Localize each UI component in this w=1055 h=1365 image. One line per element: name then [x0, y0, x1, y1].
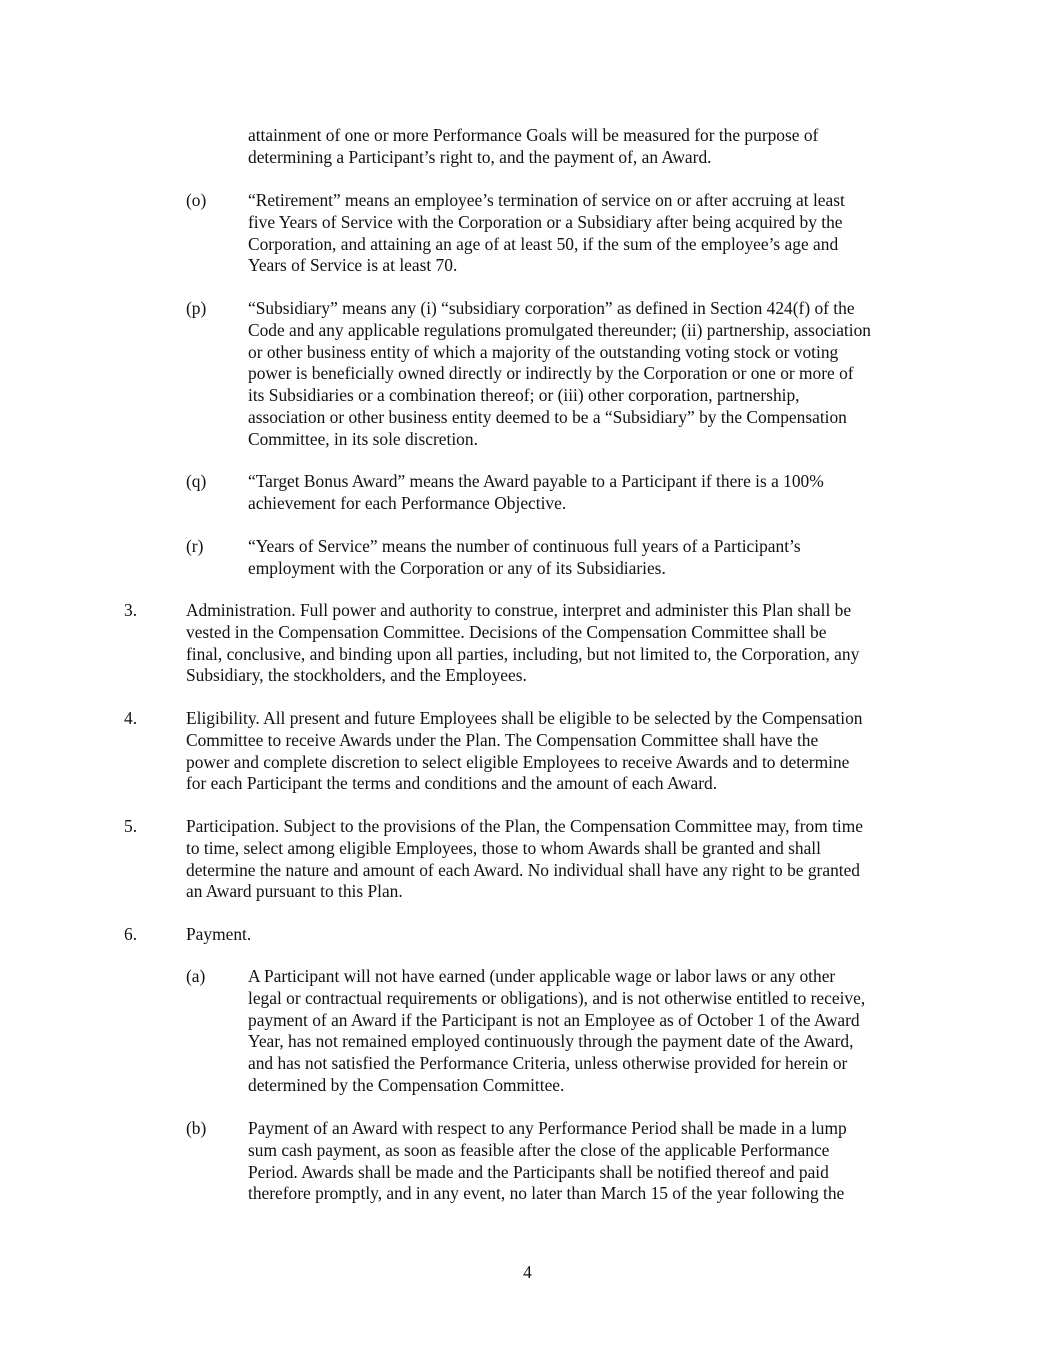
text-line: power and complete discretion to select eligible Employees to receive Awards and to determine — [186, 751, 850, 772]
text-line: “Years of Service” means the number of continuous full years of a Participant’s — [248, 536, 801, 556]
text-line: Committee to receive Awards under the Plan. The Compensation Committee shall have the — [186, 729, 819, 750]
section-participation — [186, 816, 863, 903]
definition-subsidiary — [248, 298, 871, 450]
text-line: “Subsidiary” means any (i) “subsidiary corporation” as defined in Section 424(f) of the — [248, 298, 855, 318]
text-line: Period. Awards shall be made and the Participants shall be notified thereof and paid — [248, 1161, 829, 1182]
definition-label-r: (r) — [186, 536, 204, 556]
text-line: payment of an Award if the Participant is not an Employee as of October 1 of the Award — [248, 1009, 860, 1030]
text-line: achievement for each Performance Objective. — [248, 492, 567, 513]
text-line: five Years of Service with the Corporation or a Subsidiary after being acquired by the — [248, 211, 843, 232]
text-line: Corporation, and attaining an age of at least 50, if the sum of the employee’s age and — [248, 233, 839, 254]
text-line: Participation. Subject to the provisions of the Plan, the Compensation Committee may, from time — [186, 816, 864, 836]
text-line: determined by the Compensation Committee. — [248, 1074, 565, 1095]
text-line: for each Participant the terms and conditions and the amount of each Award. — [186, 773, 718, 794]
text-line: therefore promptly, and in any event, no later than March 15 of the year following the — [248, 1183, 845, 1204]
section-label-6: 6. — [124, 924, 138, 944]
text-line: attainment of one or more Performance Goals will be measured for the purpose of — [248, 125, 819, 145]
text-line: Year, has not remained employed continuously through the payment date of the Award, — [248, 1031, 854, 1052]
text-line: Committee, in its sole discretion. — [248, 428, 478, 449]
payment-item-b — [248, 1118, 847, 1205]
text-line: determine the nature and amount of each Award. No individual shall have any right to be granted — [186, 859, 861, 880]
text-line: an Award pursuant to this Plan. — [186, 881, 403, 902]
section-label-3: 3. — [124, 600, 138, 620]
definition-target-bonus-award — [248, 471, 824, 515]
definition-label-p: (p) — [186, 298, 207, 318]
text-line: legal or contractual requirements or obligations), and is not otherwise entitled to receive, — [248, 987, 866, 1008]
text-line: vested in the Compensation Committee. Decisions of the Compensation Committee shall be — [186, 621, 827, 642]
payment-item-label-a: (a) — [186, 966, 206, 986]
text-line: or other business entity of which a majority of the outstanding voting stock or voting — [248, 341, 839, 362]
definition-retirement — [248, 190, 845, 277]
section-label-4: 4. — [124, 708, 138, 728]
text-line: sum cash payment, as soon as feasible after the close of the applicable Performance — [248, 1139, 830, 1160]
payment-item-a — [248, 966, 865, 1097]
page-number: 4 — [523, 1262, 532, 1282]
text-line: employment with the Corporation or any of its Subsidiaries. — [248, 557, 666, 578]
text-line: power is beneficially owned directly or indirectly by the Corporation or one or more of — [248, 363, 854, 384]
text-line: and has not satisfied the Performance Criteria, unless otherwise provided for herein or — [248, 1053, 848, 1073]
section-label-5: 5. — [124, 816, 138, 836]
continuation-paragraph — [248, 125, 818, 169]
text-line: Subsidiary, the stockholders, and the Employees. — [186, 665, 527, 686]
text-line: “Retirement” means an employee’s termination of service on or after accruing at least — [248, 190, 845, 210]
definition-label-o: (o) — [186, 190, 207, 210]
text-line: A Participant will not have earned (under applicable wage or labor laws or any other — [248, 966, 836, 986]
text-line: to time, select among eligible Employees, those to whom Awards shall be granted and shall — [186, 837, 821, 858]
definition-years-of-service — [248, 536, 801, 580]
definition-label-q: (q) — [186, 471, 207, 491]
text-line: Payment of an Award with respect to any Performance Period shall be made in a lump — [248, 1118, 847, 1138]
text-line: Administration. Full power and authority to construe, interpret and administer this Plan shall be — [186, 600, 852, 620]
text-line: Code and any applicable regulations promulgated thereunder; (ii) partnership, association — [248, 319, 871, 340]
text-line: association or other business entity deemed to be a “Subsidiary” by the Compensation — [248, 406, 847, 427]
section-payment — [186, 924, 251, 946]
text-line: Years of Service is at least 70. — [248, 255, 458, 276]
section-heading: Payment. — [186, 924, 252, 944]
payment-item-label-b: (b) — [186, 1118, 207, 1138]
text-line: “Target Bonus Award” means the Award payable to a Participant if there is a 100% — [248, 471, 824, 491]
section-administration — [186, 600, 859, 687]
text-line: Eligibility. All present and future Employees shall be eligible to be selected by the Compensation — [186, 708, 863, 728]
text-line: determining a Participant’s right to, and the payment of, an Award. — [248, 146, 712, 167]
section-eligibility — [186, 708, 862, 795]
text-line: final, conclusive, and binding upon all parties, including, but not limited to, the Corporation, any — [186, 643, 860, 664]
text-line: its Subsidiaries or a combination thereof; or (iii) other corporation, partnership, — [248, 385, 800, 405]
